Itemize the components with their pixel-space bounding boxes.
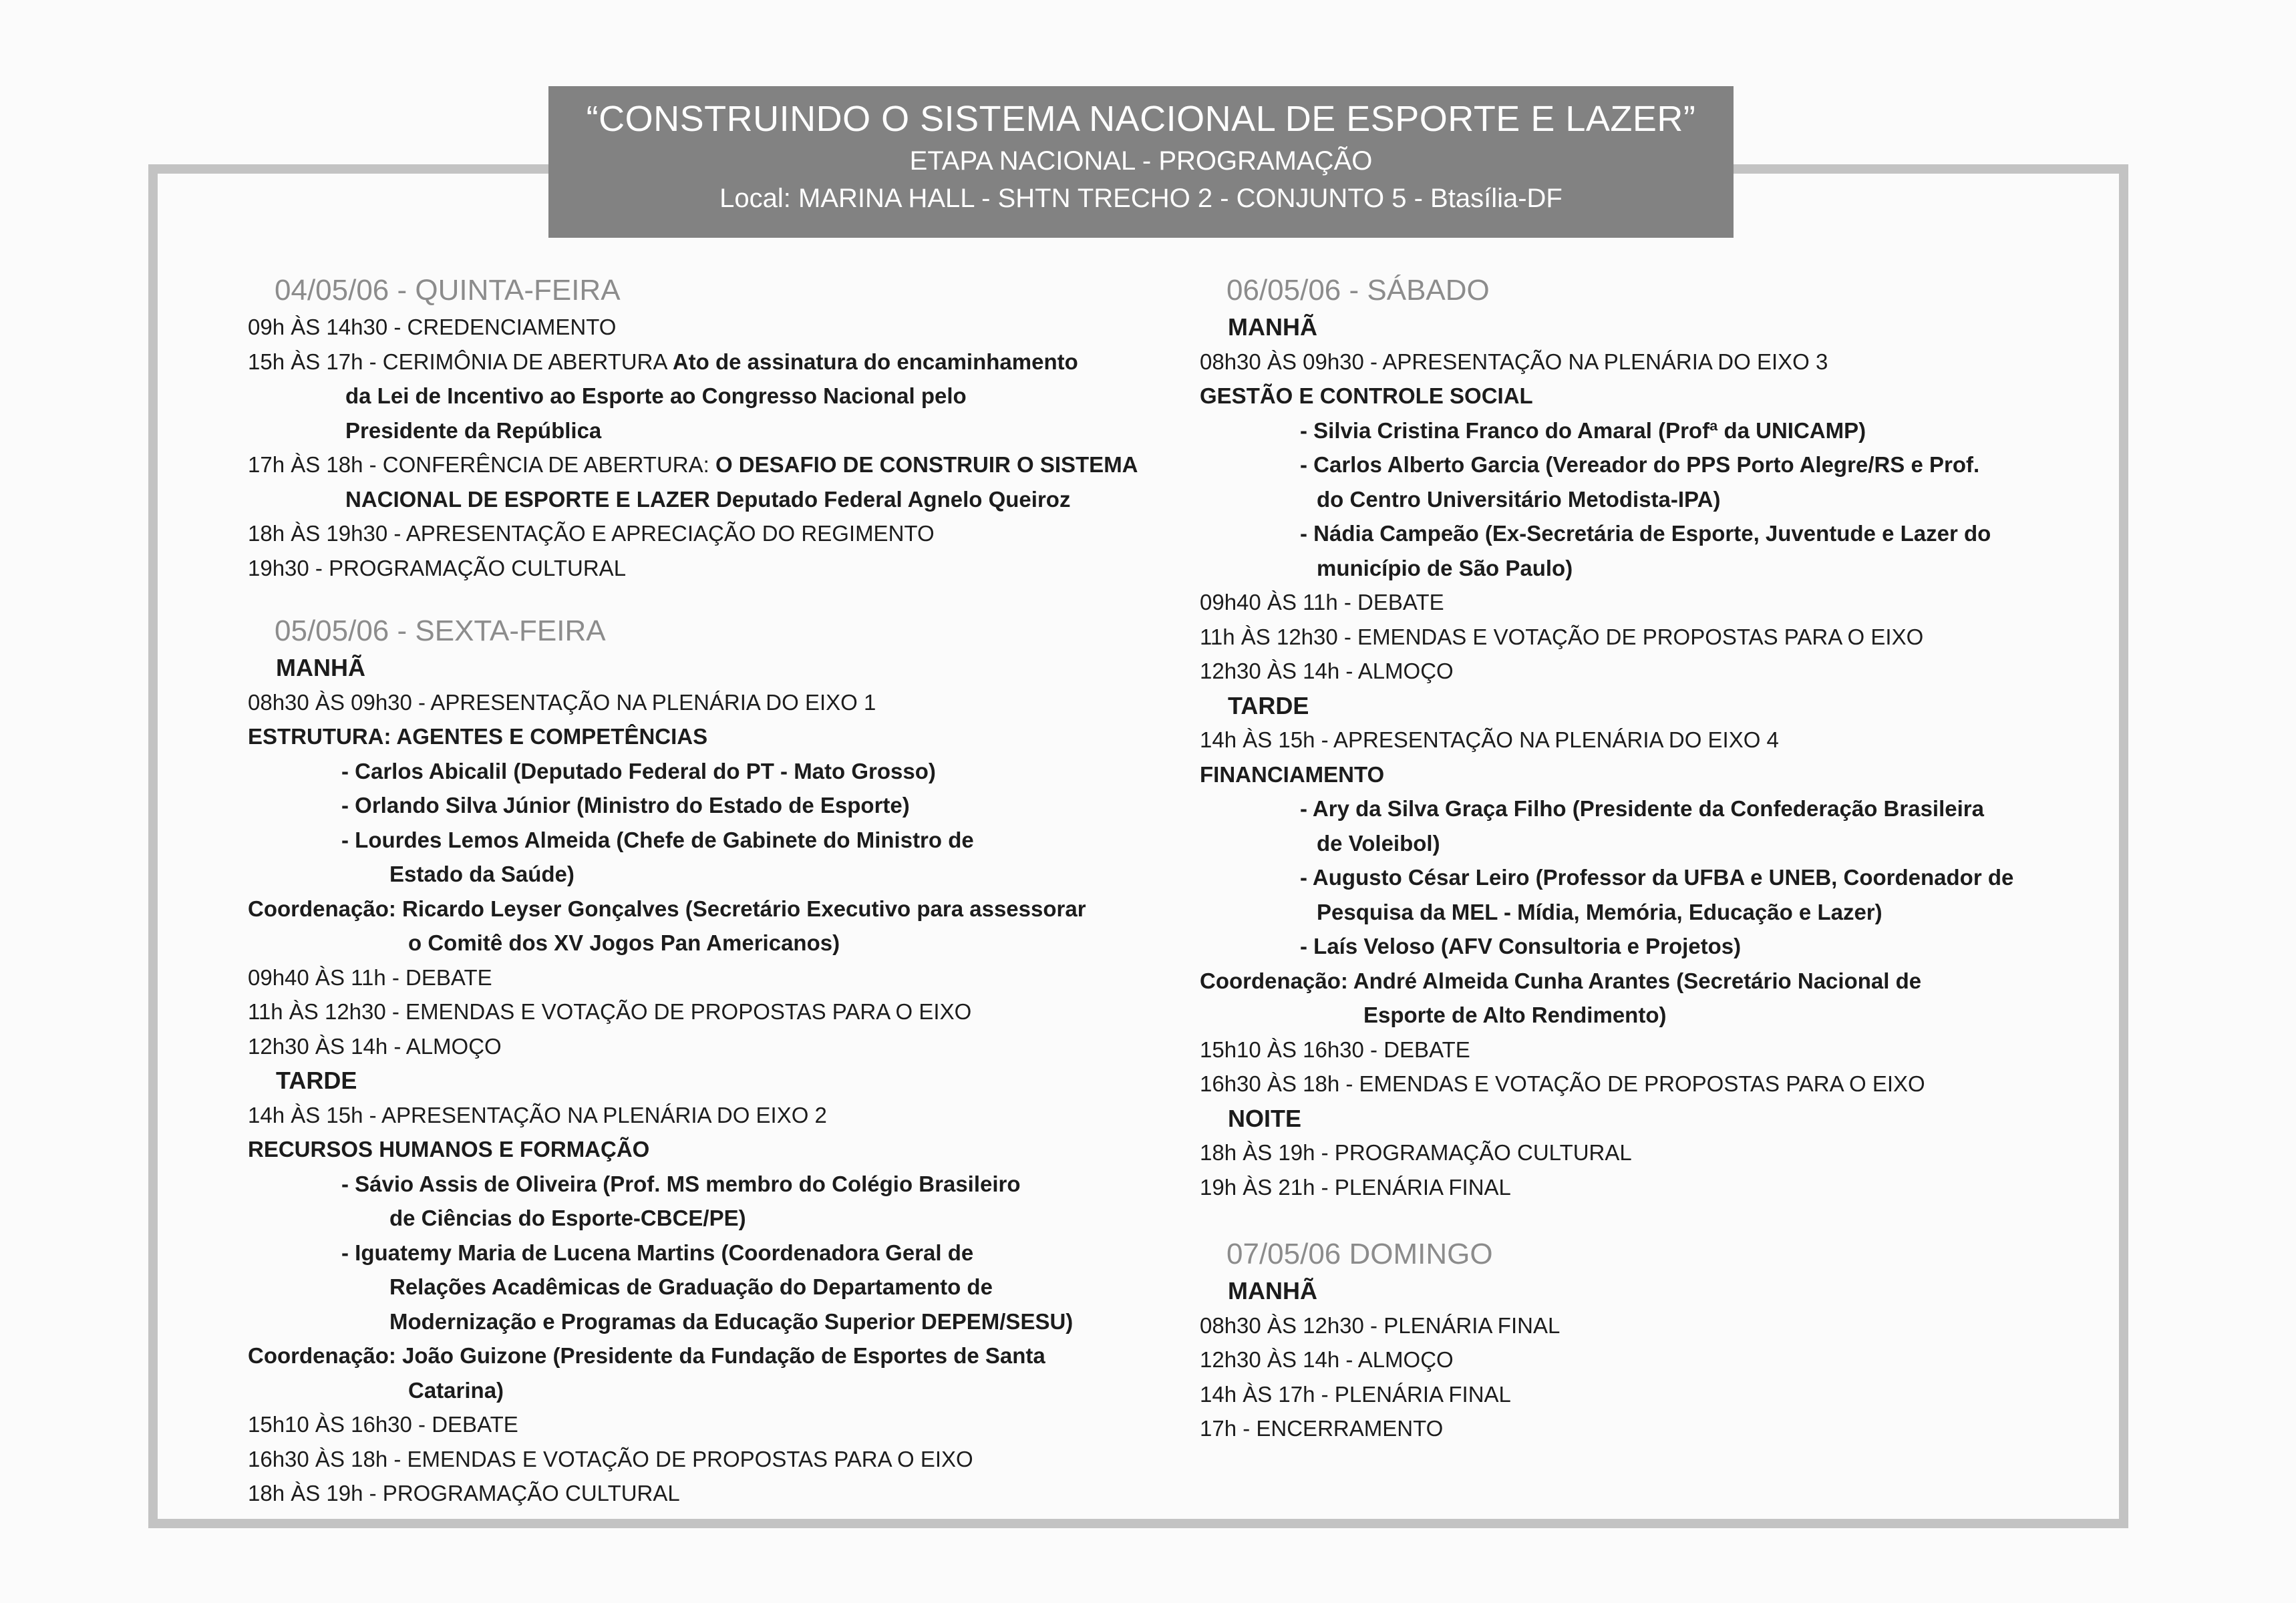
speaker-line: - Silvia Cristina Franco do Amaral (Profª da UNICAMP)	[1300, 417, 1866, 443]
schedule-line: 08h30 ÀS 12h30 - PLENÁRIA FINAL	[1200, 1312, 1561, 1338]
coordination-line: Esporte de Alto Rendimento)	[1363, 1003, 1667, 1027]
schedule-line: 15h10 ÀS 16h30 - DEBATE	[248, 1412, 518, 1437]
schedule-line: 17h - ENCERRAMENTO	[1200, 1416, 1444, 1441]
day-title-thursday: 04/05/06 - QUINTA-FEIRA	[275, 274, 621, 307]
schedule-line: 11h ÀS 12h30 - EMENDAS E VOTAÇÃO DE PROPOSTAS PARA O EIXO	[248, 999, 972, 1024]
header-banner	[548, 86, 1734, 238]
period-label-morning: MANHÃ	[1228, 313, 1317, 341]
right-column	[1200, 271, 2095, 1446]
schedule-line: 12h30 ÀS 14h - ALMOÇO	[1200, 659, 1454, 683]
axis-title: RECURSOS HUMANOS E FORMAÇÃO	[248, 1137, 650, 1162]
schedule-time: 17h ÀS 18h - CONFERÊNCIA DE ABERTURA:	[248, 452, 709, 477]
period-label-morning: MANHÃ	[276, 654, 365, 681]
schedule-detail: O DESAFIO DE CONSTRUIR O SISTEMA	[715, 452, 1138, 477]
schedule-line: 11h ÀS 12h30 - EMENDAS E VOTAÇÃO DE PROPOSTAS PARA O EIXO	[1200, 624, 1924, 649]
schedule-line: 12h30 ÀS 14h - ALMOÇO	[248, 1033, 502, 1059]
day-title-friday: 05/05/06 - SEXTA-FEIRA	[275, 614, 606, 647]
schedule-line: NACIONAL DE ESPORTE E LAZER Deputado Federal Agnelo Queiroz	[345, 486, 1071, 512]
period-label-afternoon: TARDE	[276, 1067, 357, 1094]
speaker-line: - Orlando Silva Júnior (Ministro do Estado de Esporte)	[341, 793, 910, 818]
schedule-line: 18h ÀS 19h30 - APRESENTAÇÃO E APRECIAÇÃO DO REGIMENTO	[248, 521, 935, 546]
schedule-line: 19h ÀS 21h - PLENÁRIA FINAL	[1200, 1174, 1511, 1200]
coordination-line: Catarina)	[408, 1377, 504, 1403]
schedule-line: 14h ÀS 15h - APRESENTAÇÃO NA PLENÁRIA DO EIXO 4	[1200, 727, 1779, 752]
period-label-morning: MANHÃ	[1228, 1277, 1317, 1304]
speaker-line: município de São Paulo)	[1317, 555, 1573, 580]
period-label-night: NOITE	[1228, 1104, 1302, 1132]
schedule-line: 08h30 ÀS 09h30 - APRESENTAÇÃO NA PLENÁRIA DO EIXO 3	[1200, 349, 1828, 374]
speaker-line: Pesquisa da MEL - Mídia, Memória, Educação e Lazer)	[1317, 899, 1882, 924]
speaker-line: - Iguatemy Maria de Lucena Martins (Coordenadora Geral de	[341, 1240, 974, 1265]
day-title-sunday: 07/05/06 DOMINGO	[1226, 1238, 1493, 1270]
schedule-detail: Ato de assinatura do encaminhamento	[672, 349, 1078, 374]
coordination-line: Coordenação: André Almeida Cunha Arantes (Secretário Nacional de	[1200, 968, 1922, 993]
schedule-line: da Lei de Incentivo ao Esporte ao Congresso Nacional pelo	[345, 383, 967, 408]
event-subtitle: ETAPA NACIONAL - PROGRAMAÇÃO	[909, 146, 1373, 176]
schedule-line: 09h40 ÀS 11h - DEBATE	[248, 964, 492, 990]
speaker-line: - Lourdes Lemos Almeida (Chefe de Gabinete do Ministro de	[341, 827, 974, 852]
axis-title: GESTÃO E CONTROLE SOCIAL	[1200, 383, 1533, 408]
schedule-line: 16h30 ÀS 18h - EMENDAS E VOTAÇÃO DE PROPOSTAS PARA O EIXO	[1200, 1071, 1925, 1096]
left-column	[248, 271, 1143, 1511]
schedule-line: 15h10 ÀS 16h30 - DEBATE	[1200, 1037, 1470, 1062]
schedule-line: 12h30 ÀS 14h - ALMOÇO	[1200, 1347, 1454, 1372]
day-title-saturday: 06/05/06 - SÁBADO	[1226, 274, 1490, 307]
speaker-line: - Carlos Alberto Garcia (Vereador do PPS Porto Alegre/RS e Prof.	[1300, 452, 1980, 477]
period-label-afternoon: TARDE	[1228, 691, 1309, 719]
schedule-line	[248, 448, 1143, 482]
speaker-line: - Laís Veloso (AFV Consultoria e Projetos)	[1300, 934, 1742, 958]
coordination-line: Coordenação: Ricardo Leyser Gonçalves (Secretário Executivo para assessorar	[248, 896, 1086, 921]
speaker-line: - Ary da Silva Graça Filho (Presidente da Confederação Brasileira	[1300, 796, 1984, 821]
axis-title: FINANCIAMENTO	[1200, 761, 1385, 787]
speaker-line: - Carlos Abicalil (Deputado Federal do PT - Mato Grosso)	[341, 758, 936, 783]
coordination-line: Coordenação: João Guizone (Presidente da Fundação de Esportes de Santa	[248, 1343, 1045, 1368]
speaker-line: de Ciências do Esporte-CBCE/PE)	[389, 1206, 746, 1230]
speaker-line: do Centro Universitário Metodista-IPA)	[1317, 486, 1721, 512]
schedule-line: 16h30 ÀS 18h - EMENDAS E VOTAÇÃO DE PROPOSTAS PARA O EIXO	[248, 1446, 973, 1471]
schedule-line: 14h ÀS 15h - APRESENTAÇÃO NA PLENÁRIA DO EIXO 2	[248, 1102, 827, 1127]
coordination-line: o Comitê dos XV Jogos Pan Americanos)	[408, 930, 840, 955]
schedule-line: 09h40 ÀS 11h - DEBATE	[1200, 590, 1444, 614]
axis-title: ESTRUTURA: AGENTES E COMPETÊNCIAS	[248, 724, 708, 749]
speaker-line: - Nádia Campeão (Ex-Secretária de Esporte, Juventude e Lazer do	[1300, 521, 1991, 546]
schedule-line: 18h ÀS 19h - PROGRAMAÇÃO CULTURAL	[1200, 1140, 1632, 1165]
event-location: Local: MARINA HALL - SHTN TRECHO 2 - CONJUNTO 5 - Btasília-DF	[719, 184, 1563, 213]
speaker-line: - Sávio Assis de Oliveira (Prof. MS membro do Colégio Brasileiro	[341, 1171, 1021, 1196]
schedule-line: Presidente da República	[345, 417, 602, 443]
speaker-line: de Voleibol)	[1317, 830, 1440, 856]
schedule-line: 09h ÀS 14h30 - CREDENCIAMENTO	[248, 315, 617, 339]
speaker-line: Relações Acadêmicas de Graduação do Departamento de	[389, 1274, 993, 1299]
speaker-line: - Augusto César Leiro (Professor da UFBA e UNEB, Coordenador de	[1300, 865, 2014, 890]
schedule-line: 18h ÀS 19h - PROGRAMAÇÃO CULTURAL	[248, 1481, 680, 1505]
event-title: “CONSTRUINDO O SISTEMA NACIONAL DE ESPORTE E LAZER”	[586, 99, 1696, 139]
schedule-line: 14h ÀS 17h - PLENÁRIA FINAL	[1200, 1381, 1511, 1407]
schedule-line	[248, 345, 1143, 379]
schedule-line: 19h30 - PROGRAMAÇÃO CULTURAL	[248, 555, 627, 580]
speaker-line: Modernização e Programas da Educação Superior DEPEM/SESU)	[389, 1308, 1074, 1334]
schedule-line: 08h30 ÀS 09h30 - APRESENTAÇÃO NA PLENÁRIA DO EIXO 1	[248, 689, 876, 715]
schedule-time: 15h ÀS 17h - CERIMÔNIA DE ABERTURA	[248, 349, 667, 374]
speaker-line: Estado da Saúde)	[389, 862, 575, 886]
